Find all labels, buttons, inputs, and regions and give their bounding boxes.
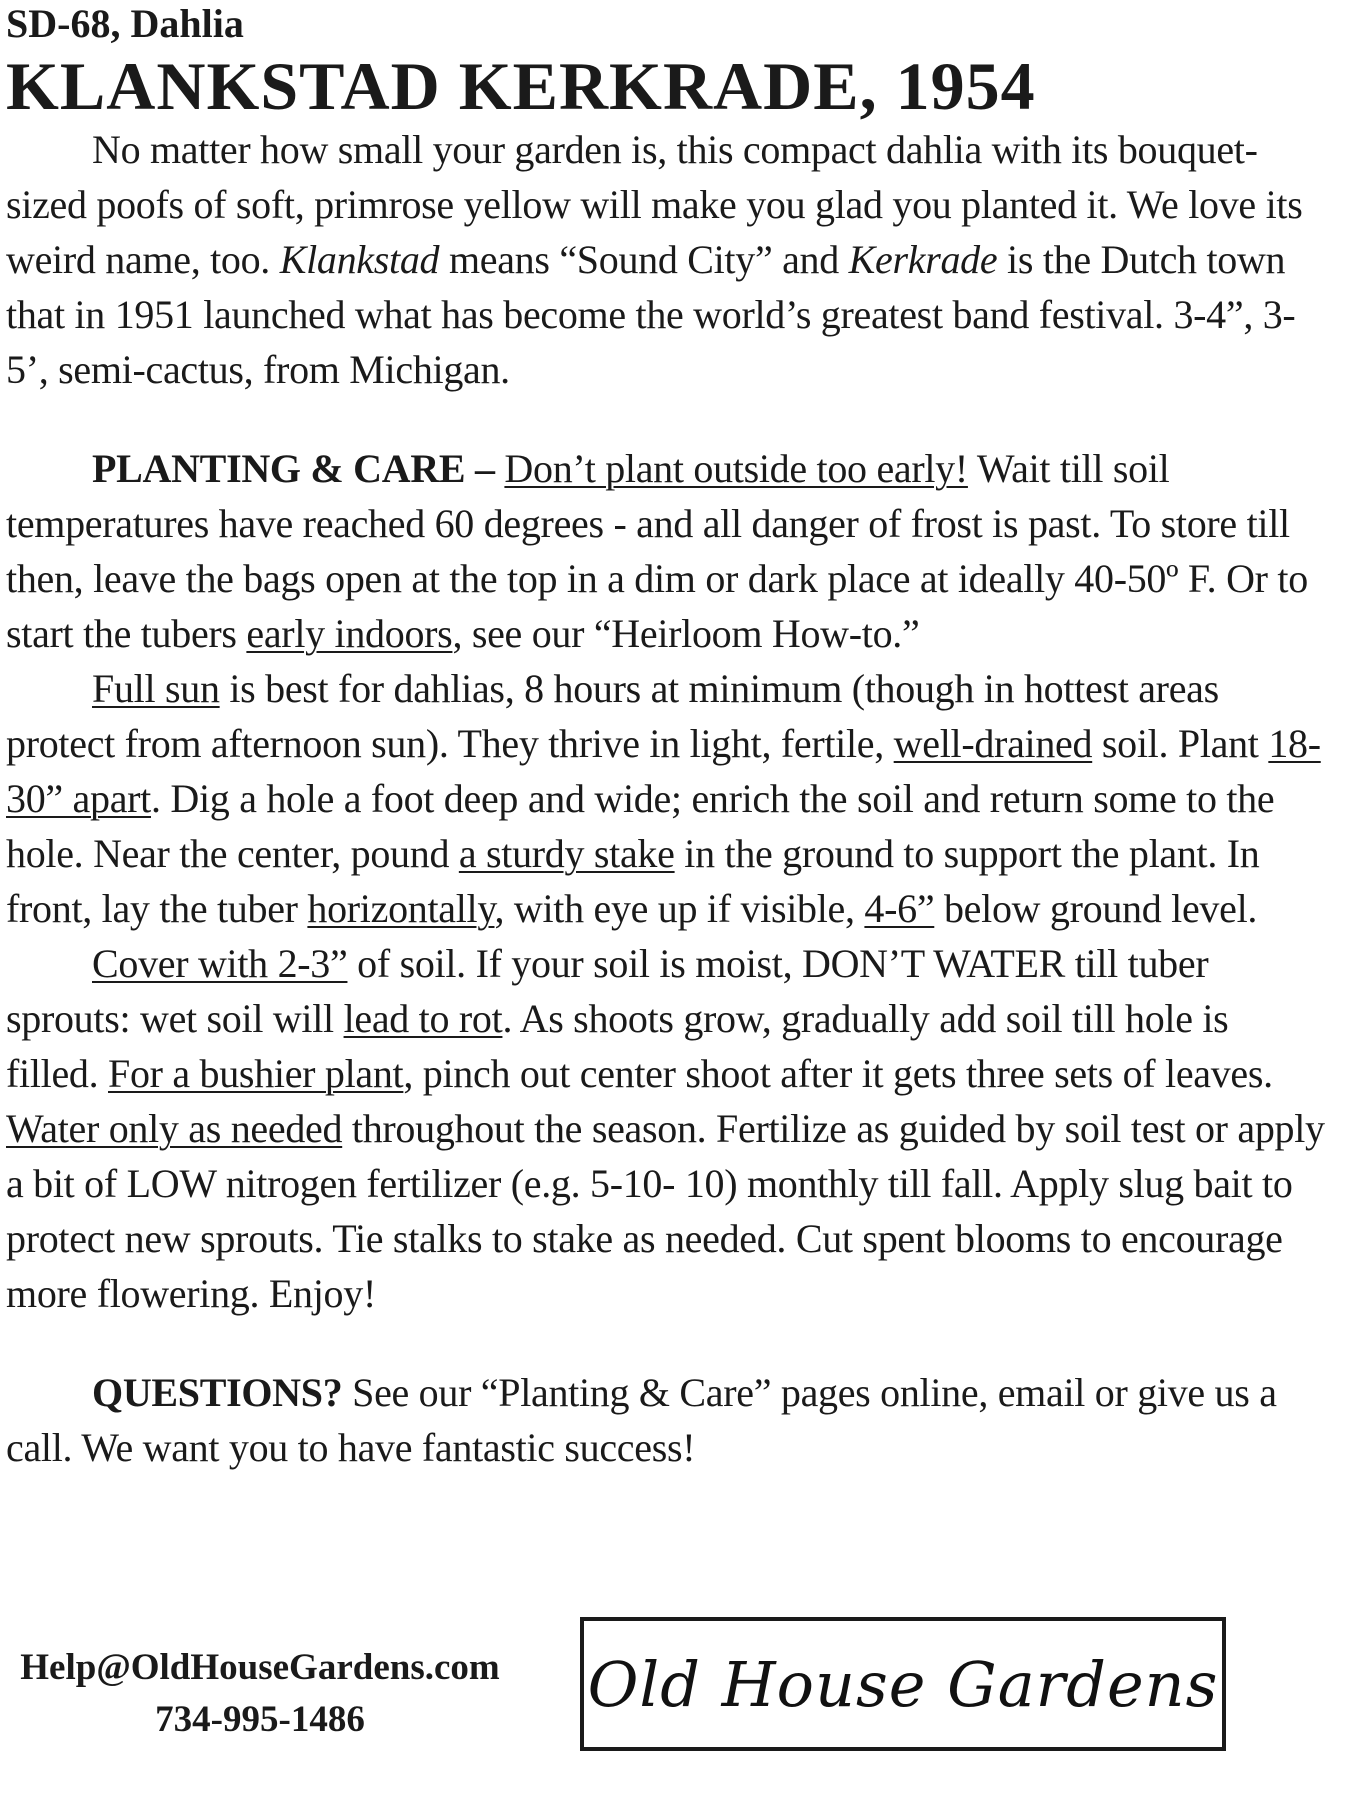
contact-block <box>10 1642 510 1746</box>
name-italic-kerkrade: Kerkrade <box>848 237 998 282</box>
seed-packet-page <box>6 0 1326 1475</box>
questions-paragraph: QUESTIONS? See our “Planting & Care” pages online, email or give us a call. We want you to have fantastic success! <box>6 1370 1277 1470</box>
product-code: SD-68, Dahlia <box>6 1 244 46</box>
planting-care-heading: PLANTING & CARE – <box>92 446 505 491</box>
name-italic-klankstad: Klankstad <box>279 237 440 282</box>
cover-water-paragraph: Cover with 2-3” of soil. If your soil is moist, DON’T WATER till tuber sprouts: wet soil will lead to rot. As shoots grow, gradually add soil till hole is filled. For a bushier plant, pinch out center shoot after it gets three sets of leaves. Water only as needed throughout the season. Fertilize as guided by soil test or apply a bit of LOW nitrogen fertilizer (e.g. 5-10- 10) monthly till fall. Apply slug bait to protect new sprouts. Tie stalks to stake as needed. Cut spent blooms to encourage more flowering. Enjoy! <box>6 941 1325 1316</box>
variety-title: KLANKSTAD KERKRADE, 1954 <box>6 48 1036 124</box>
sun-soil-paragraph: Full sun is best for dahlias, 8 hours at minimum (though in hottest areas protect from afternoon sun). They thrive in light, fertile, well-drained soil. Plant 18-30” apart. Dig a hole a foot deep and wide; enrich the soil and return some to the hole. Near the center, pound a sturdy stake in the ground to support the plant. In front, lay the tuber horizontally, with eye up if visible, 4-6” below ground level. <box>6 666 1321 931</box>
contact-email: Help@OldHouseGardens.com <box>20 1647 500 1688</box>
contact-phone: 734-995-1486 <box>155 1699 365 1740</box>
questions-heading: QUESTIONS? <box>92 1370 343 1415</box>
brand-logo <box>580 1617 1226 1751</box>
description-paragraph: No matter how small your garden is, this compact dahlia with its bouquet-sized poofs of soft, primrose yellow will make you glad you planted it. We love its weird name, too. Klankstad means “Sound City” and Kerkrade is the Dutch town that in 1951 launched what has become the world’s greatest band festival. 3-4”, 3-5’, semi-cactus, from Michigan. <box>6 127 1303 392</box>
planting-care-paragraph: PLANTING & CARE – Don’t plant outside too early! Wait till soil temperatures have reached 60 degrees - and all danger of frost is past. To store till then, leave the bags open at the top in a dim or dark place at ideally 40-50º F. Or to start the tubers early indoors, see our “Heirloom How-to.” <box>6 446 1308 656</box>
brand-logo-text: Old House Gardens <box>587 1647 1219 1721</box>
